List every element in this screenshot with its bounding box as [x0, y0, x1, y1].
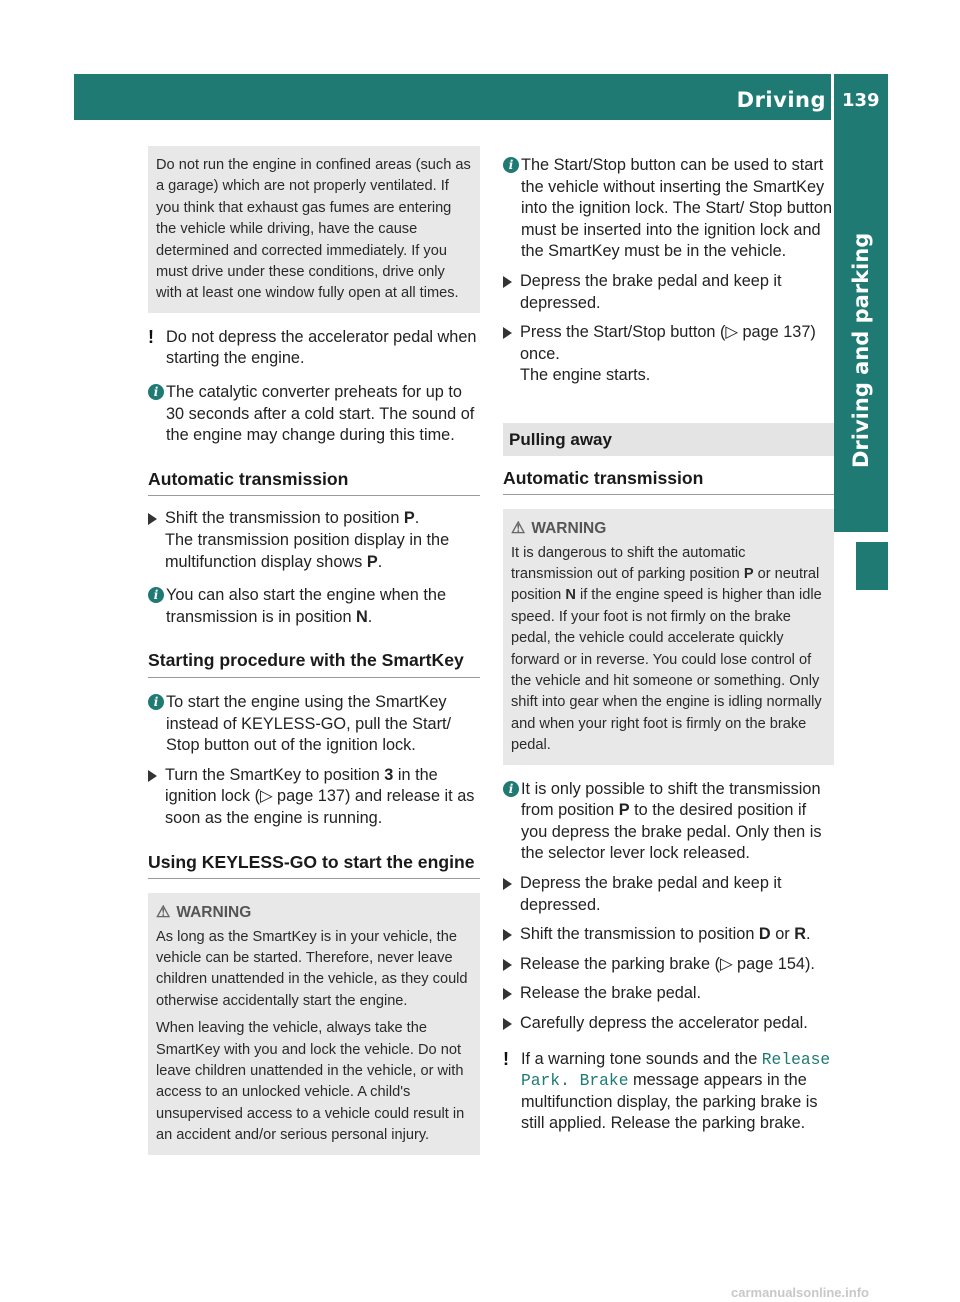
- step-arrow-icon: [503, 929, 512, 941]
- info-text: .: [367, 607, 373, 626]
- right-column: [503, 146, 834, 1135]
- step-text: Press the Start/Stop button (▷ page 137) once.: [520, 323, 816, 363]
- section-title: Driving: [736, 88, 826, 112]
- step-arrow-icon: [148, 513, 157, 525]
- gear-p: P: [403, 509, 415, 528]
- step-text: .: [414, 509, 420, 528]
- note-warning-tone: [503, 1049, 834, 1135]
- side-tab-marker: [856, 542, 888, 590]
- step-text: .: [805, 925, 811, 944]
- step-result: The engine starts.: [520, 366, 651, 385]
- step-text: Release the parking brake (▷ page 154).: [520, 954, 815, 973]
- exclamation-icon: !: [503, 1048, 509, 1069]
- heading-automatic-transmission: Automatic transmission: [148, 469, 480, 497]
- heading-keyless-go: Using KEYLESS-GO to start the engine: [148, 852, 480, 880]
- step-text: in the ignition lock (▷ page 137) and release it as soon as the engine is running.: [165, 765, 475, 827]
- step-parking-brake: [503, 954, 834, 976]
- info-startstop: [503, 155, 834, 263]
- warning-header: [511, 518, 828, 539]
- step-release-brake: [503, 983, 834, 1005]
- gear-p: P: [366, 552, 378, 571]
- exclamation-icon: !: [148, 326, 154, 347]
- info-keyless: [148, 692, 480, 757]
- warning-triangle-icon: ⚠: [156, 904, 171, 922]
- info-text: to the desired position if you depress the brake pedal. Only then is the selector lever lock released.: [521, 801, 822, 863]
- info-position-n: [148, 585, 480, 628]
- note-text: If a warning tone sounds and the: [521, 1049, 762, 1068]
- warning-box-shift: [503, 509, 834, 764]
- info-text: You can also start the engine when the transmission is in position: [166, 586, 447, 626]
- info-icon: i: [503, 781, 519, 797]
- step-arrow-icon: [503, 988, 512, 1000]
- warning-paragraph: As long as the SmartKey is in your vehicle, the vehicle can be started. Therefore, never leave children unattended in the vehicle, as they could otherwise accidentally start the engine.: [156, 928, 468, 1009]
- step-arrow-icon: [503, 959, 512, 971]
- step-brake-2: [503, 873, 834, 916]
- gear-d: D: [758, 925, 771, 944]
- step-arrow-icon: [503, 1018, 512, 1030]
- step-text: Shift the transmission to position: [165, 509, 404, 528]
- step-brake: [503, 271, 834, 314]
- step-result: The transmission position display in the multifunction display shows: [165, 531, 450, 571]
- info-shift-brake: [503, 779, 834, 865]
- warning-paragraph: When leaving the vehicle, always take the SmartKey with you and lock the vehicle. Do not leave children unattended in the vehicle, or with access to an unlocked vehicle. A child's unsupervised access to a vehicle could result in an accident and/or serious personal injury.: [156, 1020, 465, 1144]
- note-text: message appears in the multifunction display, the parking brake is still applied. Release the parking brake.: [521, 1071, 818, 1133]
- info-startstop-text: The Start/Stop button can be used to start the vehicle without inserting the SmartKey into the ignition lock. The Start/ Stop button must be inserted into the ignition lock and the SmartKey must be in the vehicle.: [521, 156, 833, 261]
- step-text: or: [770, 925, 795, 944]
- step-shift-d-r: [503, 924, 834, 946]
- step-press-startstop: [503, 322, 834, 387]
- warning-triangle-icon: ⚠: [511, 520, 526, 538]
- gear-p: P: [618, 801, 630, 820]
- info-text: It is only possible to shift the transmission from position: [521, 779, 821, 820]
- step-text: Depress the brake pedal and keep it depressed.: [520, 271, 782, 312]
- position-3: 3: [384, 765, 394, 784]
- note-accelerator: [148, 327, 480, 370]
- step-text: Shift the transmission to position: [520, 925, 759, 944]
- subheading-pulling-away: Pulling away: [503, 423, 834, 456]
- warning-box: [148, 146, 480, 313]
- step-text: Carefully depress the accelerator pedal.: [520, 1013, 808, 1032]
- info-icon: i: [148, 384, 164, 400]
- heading-automatic-transmission: Automatic transmission: [503, 468, 834, 496]
- footer-watermark: carmanualsonline.info: [731, 1285, 869, 1300]
- gear-n: N: [356, 607, 368, 626]
- step-arrow-icon: [503, 878, 512, 890]
- note-accelerator-text: Do not depress the accelerator pedal when starting the engine.: [166, 327, 477, 368]
- info-keyless-text: To start the engine using the SmartKey instead of KEYLESS-GO, pull the Start/ Stop button out of the ignition lock.: [166, 692, 452, 755]
- heading-smartkey: Starting procedure with the SmartKey: [148, 650, 480, 678]
- step-arrow-icon: [148, 770, 157, 782]
- step-accelerator: [503, 1013, 834, 1035]
- warning-label: WARNING: [176, 904, 252, 922]
- warning-box-text: Do not run the engine in confined areas (such as a garage) which are not properly ventilated. If you think that exhaust gas fumes are entering the vehicle while driving, have the cause determined and corrected immediately. If you must drive under these conditions, drive only with at least one window fully open at all times.: [156, 157, 471, 302]
- step-arrow-icon: [503, 327, 512, 339]
- step-turn-smartkey: [148, 765, 480, 830]
- step-arrow-icon: [503, 276, 512, 288]
- gear-r: R: [794, 925, 806, 944]
- warning-header: [156, 902, 474, 923]
- left-column: [148, 146, 480, 1155]
- info-icon: i: [148, 694, 164, 710]
- step-text: Depress the brake pedal and keep it depressed.: [520, 873, 782, 914]
- step-text: Release the brake pedal.: [520, 984, 702, 1003]
- step-shift-p: [148, 508, 480, 573]
- header-divider: [831, 74, 834, 120]
- step-text: Turn the SmartKey to position: [165, 765, 385, 784]
- display-message: Release Park. Brake: [521, 1049, 831, 1091]
- side-tab-label: Driving and parking: [849, 232, 873, 468]
- page-number: 139: [842, 90, 880, 111]
- step-text: .: [377, 552, 383, 571]
- info-icon: i: [503, 157, 519, 173]
- warning-label: WARNING: [531, 520, 607, 538]
- info-catalytic: [148, 382, 480, 447]
- warning-paragraph: It is dangerous to shift the automatic transmission out of parking position P or neutral position N if the engine speed is higher than idle speed. If your foot is not firmly on the brake pedal, the vehicle could accelerate quickly forward or in reverse. You could lose control of the vehicle and hit someone or something. Only shift into gear when the engine is idling normally and when your right foot is firmly on the brake pedal.: [511, 544, 822, 754]
- warning-box-keyless: [148, 893, 480, 1154]
- info-icon: i: [148, 587, 164, 603]
- info-catalytic-text: The catalytic converter preheats for up to 30 seconds after a cold start. The sound of the engine may change during this time.: [166, 383, 475, 445]
